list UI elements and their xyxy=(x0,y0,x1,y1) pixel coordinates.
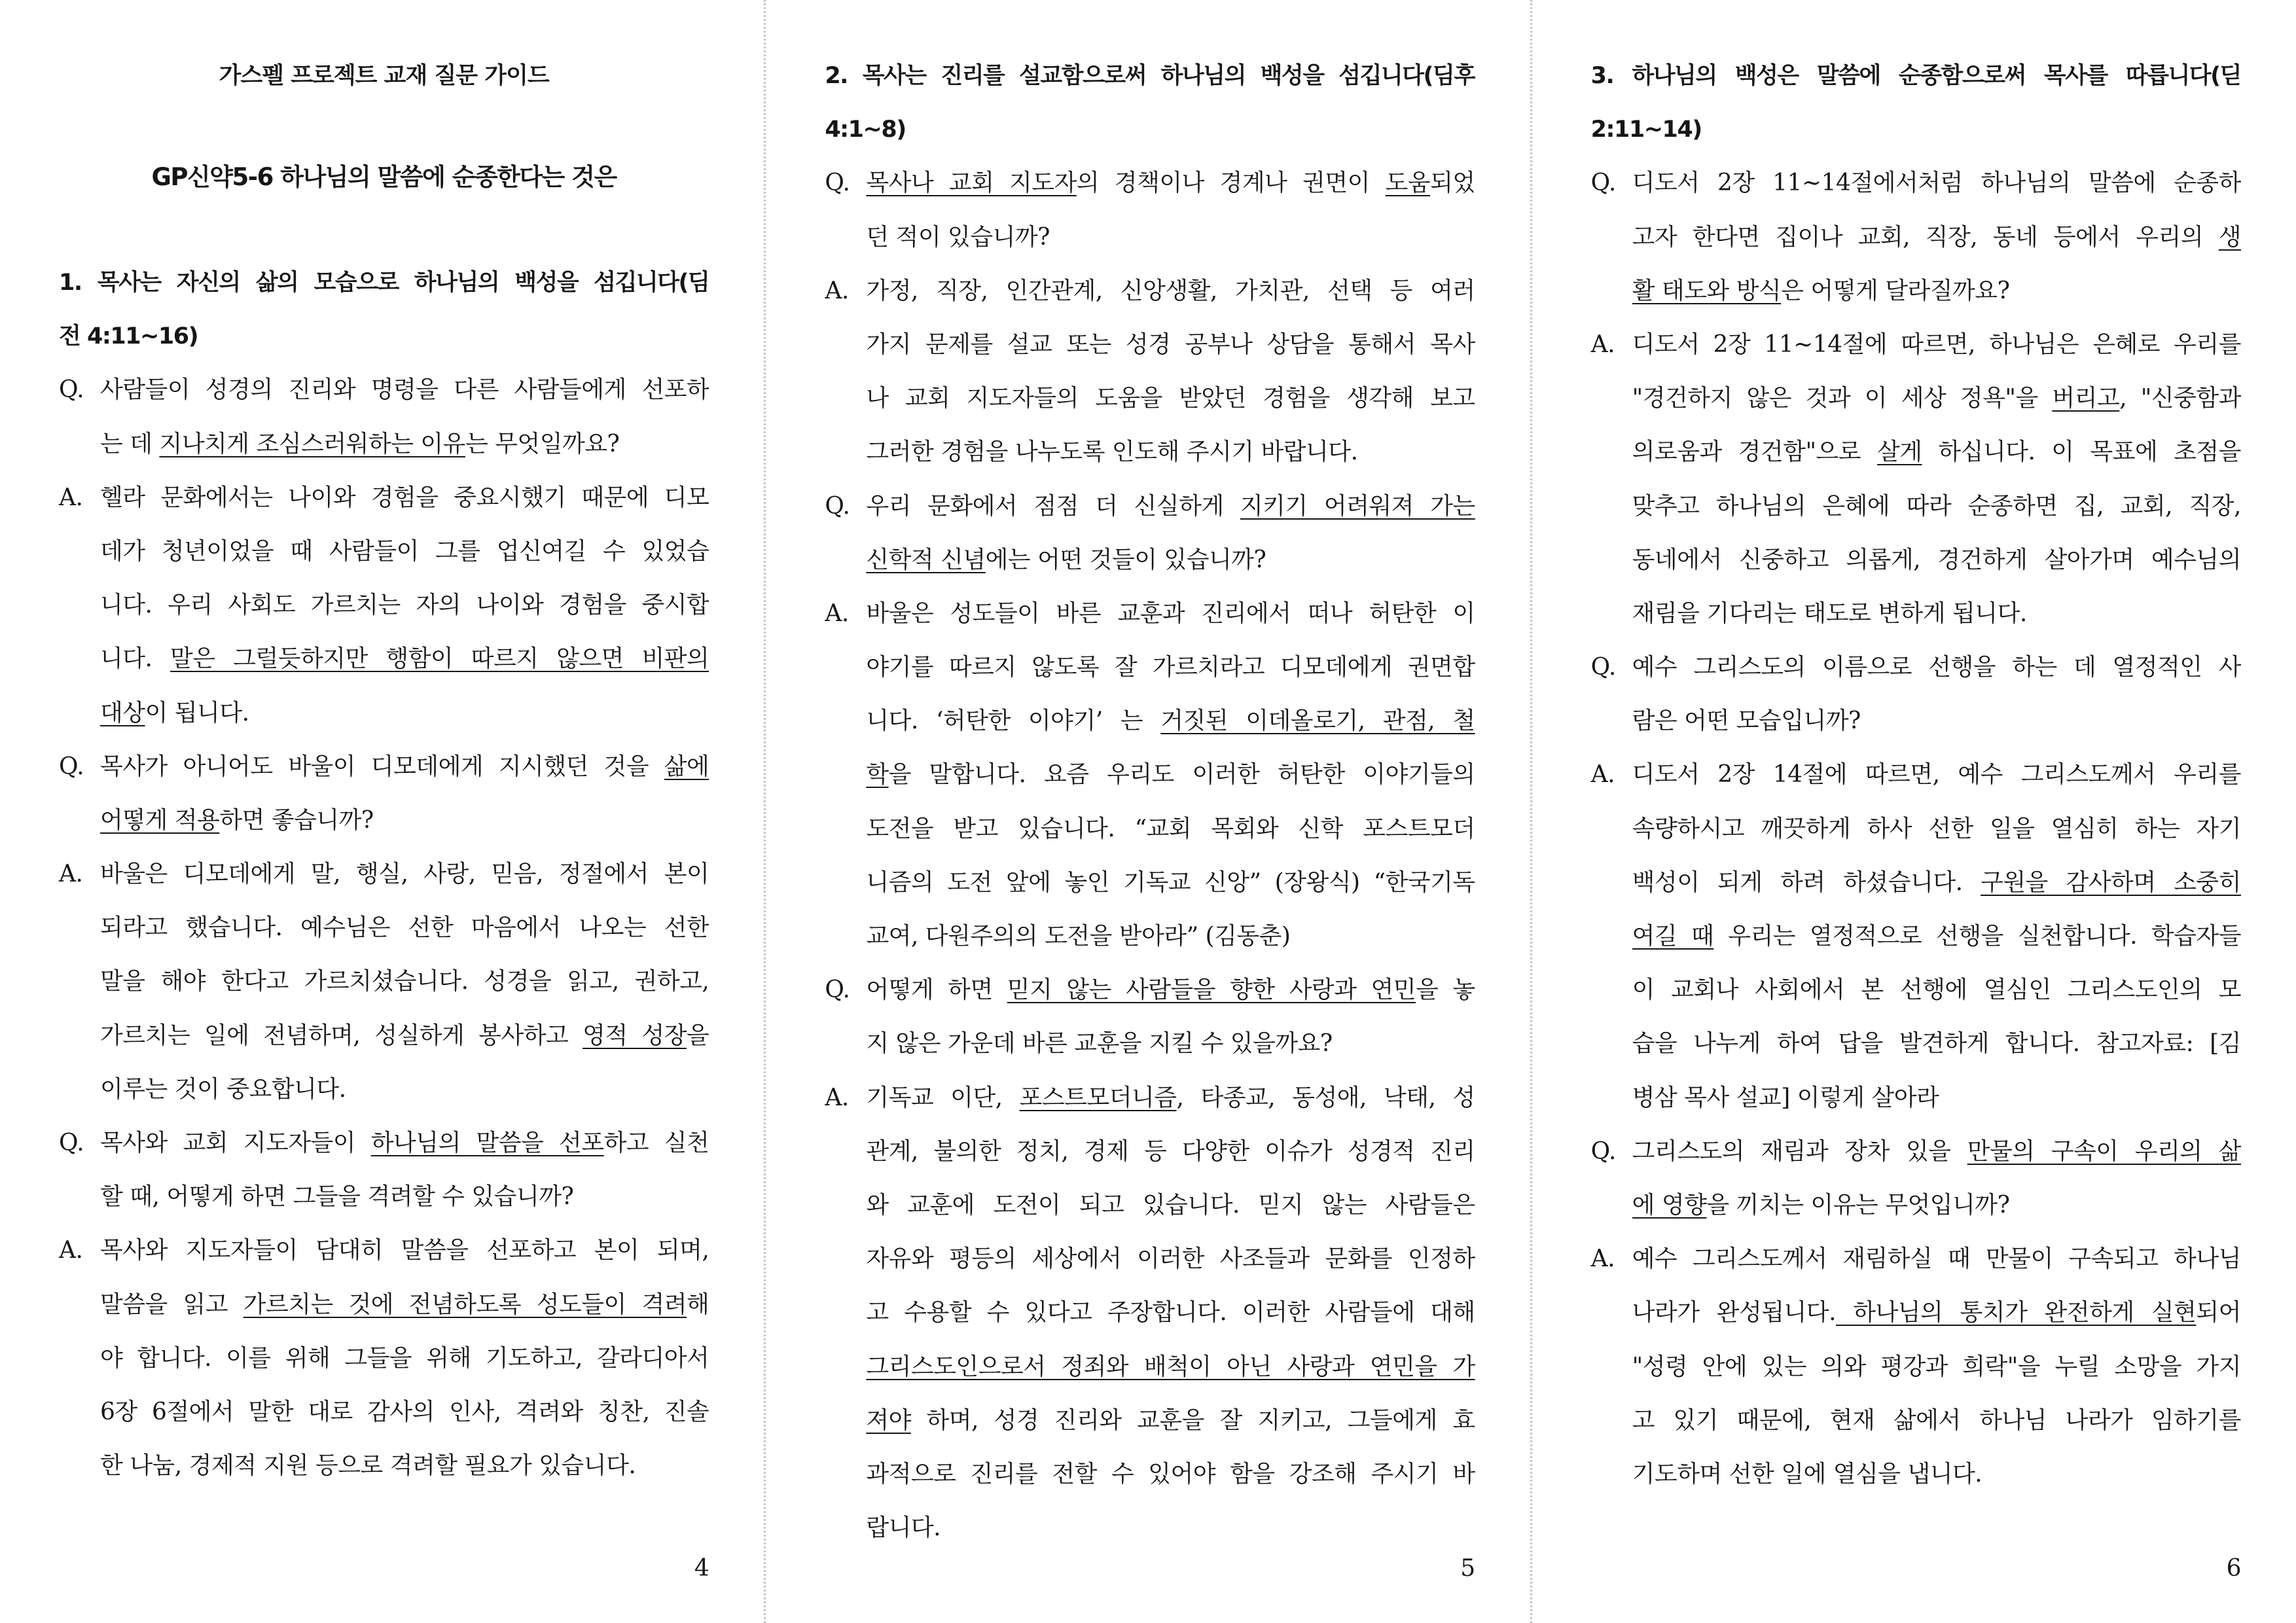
text-line xyxy=(100,794,709,847)
question-marker: Q. xyxy=(1590,169,1616,197)
question-marker: Q. xyxy=(825,169,850,197)
text-segment: 목사가 아니어도 바울이 디모데에게 지시했던 것을 xyxy=(100,753,664,780)
underlined-text: 신학적 신념 xyxy=(866,546,986,573)
text-segment: 우리 문화에서 점점 더 신실하게 xyxy=(866,492,1240,520)
text-line xyxy=(100,1224,709,1277)
underlined-text: 지키기 어려워져 가는 xyxy=(1240,492,1475,520)
text-line xyxy=(100,687,709,740)
text-segment: 하고 실천 xyxy=(603,1130,709,1156)
text-segment: 지 않은 가운데 바른 교훈을 지킬 수 있을까요? xyxy=(866,1030,1333,1058)
text-segment: 그리스도의 재림과 장차 있을 xyxy=(1632,1137,1967,1165)
answer-paragraph xyxy=(59,847,709,1116)
text-segment: 는 무엇일까요? xyxy=(465,430,620,457)
text-segment: 속량하시고 깨끗하게 하사 선한 일을 열심히 하는 자기 xyxy=(1632,815,2241,842)
underlined-text: 거짓된 이데올로기, 관점, 철 xyxy=(1160,707,1475,735)
text-segment: 디도서 2장 14절에 따르면, 예수 그리스도께서 우리를 xyxy=(1632,761,2241,789)
underlined-text: 생 xyxy=(2218,223,2241,251)
text-segment: 6장 6절에서 말한 대로 감사의 인사, 격려와 칭찬, 진솔 xyxy=(100,1398,709,1425)
answer-marker: A. xyxy=(59,861,83,888)
text-line xyxy=(866,1448,1475,1501)
text-line xyxy=(866,694,1475,748)
text-line xyxy=(1632,1340,2241,1394)
text-line xyxy=(866,1394,1475,1448)
text-line xyxy=(1632,1232,2241,1286)
text-segment: 람은 어떤 모습입니까? xyxy=(1632,707,1861,735)
text-line xyxy=(1632,318,2241,372)
text-segment: 랍니다. xyxy=(866,1514,941,1542)
text-segment: 의 경책이나 경계나 권면이 xyxy=(1076,169,1386,197)
answer-paragraph xyxy=(1591,318,2241,641)
text-segment: 고자 한다면 집이나 교회, 직장, 동네 등에서 우리의 xyxy=(1632,223,2219,251)
question-paragraph xyxy=(59,740,709,847)
underlined-text: 버리고 xyxy=(2052,385,2120,412)
question-paragraph xyxy=(825,963,1475,1071)
text-line xyxy=(866,910,1475,963)
text-segment: 의로움과 경건함"으로 xyxy=(1632,438,1877,466)
text-segment: 을 말합니다. 요즘 우리도 이러한 허탄한 이야기들의 xyxy=(888,761,1475,789)
text-segment: 기독교 이단, xyxy=(866,1084,1020,1111)
text-segment: 우리는 열정적으로 선행을 실천합니다. 학습자들 xyxy=(1713,923,2241,950)
text-segment: 하십니다. 이 목표에 초점을 xyxy=(1922,438,2241,466)
underlined-text: 목사나 교회 지도자 xyxy=(866,169,1077,197)
underlined-text: 믿지 않는 사람들을 향한 사랑과 연민 xyxy=(1007,976,1416,1004)
answer-paragraph xyxy=(59,471,709,740)
text-line xyxy=(100,1009,709,1063)
question-marker: Q. xyxy=(825,492,850,520)
text-segment: 교여, 다원주의의 도전을 받아라” (김동춘) xyxy=(866,923,1291,950)
question-marker: Q. xyxy=(59,1130,84,1156)
text-segment: 야기를 따르지 않도록 잘 가르치라고 디모데에게 권면합 xyxy=(866,654,1475,681)
text-segment: 1. 목사는 자신의 삶의 모습으로 하나님의 백성을 섬깁니다(딤 xyxy=(59,270,709,296)
underlined-text: 활 태도와 방식 xyxy=(1632,277,1782,304)
text-line xyxy=(866,748,1475,802)
underlined-text: 어떻게 적용 xyxy=(100,806,220,834)
text-segment: 바울은 디모데에게 말, 행실, 사랑, 믿음, 정절에서 본이 xyxy=(100,861,709,888)
text-line xyxy=(1632,211,2241,264)
text-segment: 헬라 문화에서는 나이와 경험을 중요시했기 때문에 디모 xyxy=(100,484,709,511)
text-segment: 이루는 것이 중요합니다. xyxy=(100,1075,346,1103)
text-segment: 예수 그리스도의 이름으로 선행을 하는 데 열정적인 사 xyxy=(1632,654,2241,681)
underlined-text: 영적 성장 xyxy=(583,1022,687,1049)
text-line xyxy=(1632,156,2241,210)
answer-paragraph xyxy=(1591,748,2241,1124)
text-line xyxy=(100,1170,709,1224)
text-segment: 하면 좋습니까? xyxy=(219,806,374,834)
text-segment: 에는 어떤 것들이 있습니까? xyxy=(985,546,1266,573)
text-line xyxy=(866,1017,1475,1071)
text-line xyxy=(866,425,1475,479)
question-paragraph xyxy=(825,480,1475,587)
text-line xyxy=(1632,1286,2241,1340)
text-line xyxy=(100,1385,709,1439)
question-marker: Q. xyxy=(59,376,84,404)
text-line xyxy=(100,1439,709,1493)
text-line xyxy=(866,641,1475,694)
text-segment: 을 끼치는 이유는 무엇입니까? xyxy=(1706,1191,2010,1219)
text-line xyxy=(1632,480,2241,533)
text-segment: 은 어떻게 달라질까요? xyxy=(1781,277,2010,304)
text-segment: 2. 목사는 진리를 설교함으로써 하나님의 백성을 섬깁니다(딤후 xyxy=(825,63,1475,89)
text-segment: 되었 xyxy=(1430,169,1475,197)
text-line xyxy=(1632,694,2241,748)
underlined-text: 포스트모더니즘 xyxy=(1019,1084,1177,1111)
question-marker: Q. xyxy=(1590,1137,1616,1165)
text-segment: 재림을 기다리는 태도로 변하게 됩니다. xyxy=(1632,599,2027,627)
text-segment: 와 교훈에 도전이 되고 있습니다. 믿지 않는 사람들은 xyxy=(866,1191,1475,1219)
text-segment: 한 나눔, 경제적 지원 등으로 격려할 필요가 있습니다. xyxy=(100,1452,636,1480)
text-segment: 맞추고 하나님의 은혜에 따라 순종하면 집, 교회, 직장, xyxy=(1632,492,2241,520)
page-number: 6 xyxy=(2226,1555,2241,1582)
question-marker: Q. xyxy=(59,753,84,780)
text-line xyxy=(1632,372,2241,425)
text-line xyxy=(1632,748,2241,802)
text-line xyxy=(1632,1071,2241,1125)
text-segment: 관계, 불의한 정치, 경제 등 다양한 이슈가 성경적 진리 xyxy=(866,1137,1475,1165)
question-marker: Q. xyxy=(825,976,850,1004)
underlined-text: 살게 xyxy=(1876,438,1922,466)
underlined-text: 도움 xyxy=(1385,169,1431,197)
page-6 xyxy=(1530,0,2296,1623)
heading-line xyxy=(825,49,1475,103)
answer-paragraph xyxy=(59,1224,709,1493)
question-paragraph xyxy=(59,363,709,471)
text-line xyxy=(866,211,1475,264)
text-line xyxy=(1632,1179,2241,1232)
underlined-text: 하나님의 말씀을 선포 xyxy=(370,1130,604,1156)
text-line xyxy=(1632,856,2241,910)
text-line xyxy=(866,1286,1475,1340)
page-number: 4 xyxy=(694,1555,709,1582)
text-segment: , 타종교, 동성애, 낙태, 성 xyxy=(1176,1084,1475,1111)
text-segment: 예수 그리스도께서 재림하실 때 만물이 구속되고 하나님 xyxy=(1632,1245,2241,1273)
text-line xyxy=(866,963,1475,1017)
text-line xyxy=(1632,1448,2241,1501)
text-line xyxy=(100,418,709,471)
text-line xyxy=(866,587,1475,641)
text-segment: "경건하지 않은 것과 이 세상 정욕"을 xyxy=(1632,385,2053,412)
text-segment: 디도서 2장 11~14절에 따르면, 하나님은 은혜로 우리를 xyxy=(1632,330,2241,358)
question-paragraph xyxy=(1591,156,2241,318)
text-segment: 니다. 우리 사회도 가르치는 자의 나이와 경험을 중시합 xyxy=(100,592,709,619)
heading-line xyxy=(1591,49,2241,103)
text-segment: 자유와 평등의 세상에서 이러한 사조들과 문화를 인정하 xyxy=(866,1245,1475,1273)
text-segment: 니다. xyxy=(100,645,171,673)
text-segment: 고 수용할 수 있다고 주장합니다. 이러한 사람들에 대해 xyxy=(866,1299,1475,1327)
question-paragraph xyxy=(825,156,1475,264)
question-paragraph xyxy=(1591,641,2241,748)
text-segment: 을 놓 xyxy=(1416,976,1475,1004)
underlined-text: 구원을 감사하며 소중히 xyxy=(1981,868,2241,896)
text-segment: 데가 청년이었을 때 사람들이 그를 업신여길 수 있었습 xyxy=(100,537,709,565)
text-segment: 가르치는 일에 전념하며, 성실하게 봉사하고 xyxy=(100,1022,583,1049)
underlined-text: 에 영향 xyxy=(1632,1191,1707,1219)
text-line xyxy=(866,372,1475,425)
text-line xyxy=(866,1232,1475,1286)
text-line xyxy=(1632,587,2241,641)
text-segment: 을 xyxy=(687,1022,709,1049)
underlined-text: 학 xyxy=(866,761,889,789)
answer-marker: A. xyxy=(59,1237,83,1264)
text-line xyxy=(866,1071,1475,1125)
text-segment: 목사와 지도자들이 담대히 말씀을 선포하고 본이 되며, xyxy=(100,1237,709,1264)
text-line xyxy=(866,1501,1475,1555)
text-segment: 하며, 성경 진리와 교훈을 잘 지키고, 그들에게 효 xyxy=(910,1406,1475,1434)
text-segment: 바울은 성도들이 바른 교훈과 진리에서 떠나 허탄한 이 xyxy=(866,599,1475,627)
text-segment: 야 합니다. 이를 위해 그들을 위해 기도하고, 갈라디아서 xyxy=(100,1344,709,1372)
text-line xyxy=(1632,425,2241,479)
text-segment: 말을 해야 한다고 가르치셨습니다. 성경을 읽고, 권하고, xyxy=(100,968,709,995)
text-segment: 니다. ‘허탄한 이야기’ 는 xyxy=(866,707,1161,735)
page-4 xyxy=(0,0,764,1623)
text-segment: 고 있기 때문에, 현재 삶에서 하나님 나라가 임하기를 xyxy=(1632,1406,2241,1434)
answer-marker: A. xyxy=(825,599,849,627)
underlined-text: 삶에 xyxy=(664,753,709,780)
answer-paragraph xyxy=(1591,1232,2241,1501)
text-segment: 해 xyxy=(687,1291,709,1318)
text-line xyxy=(866,1340,1475,1394)
page-body xyxy=(1591,49,2241,1501)
text-line xyxy=(100,1063,709,1116)
text-segment: 동네에서 신중하고 의롭게, 경건하게 살아가며 예수님의 xyxy=(1632,546,2241,573)
underlined-text: 여길 때 xyxy=(1632,923,1714,950)
text-segment: 할 때, 어떻게 하면 그들을 격려할 수 있습니까? xyxy=(100,1183,574,1211)
text-line xyxy=(100,847,709,901)
text-line xyxy=(100,1116,709,1170)
underlined-text: 대상 xyxy=(100,699,145,726)
text-line xyxy=(866,1179,1475,1232)
text-segment: , "신중함과 xyxy=(2119,385,2241,412)
text-segment: 가지 문제를 설교 또는 성경 공부나 상담을 통해서 목사 xyxy=(866,330,1475,358)
text-line xyxy=(1632,533,2241,587)
text-segment: 도전을 받고 있습니다. “교회 목회와 신학 포스트모더 xyxy=(866,815,1475,842)
answer-marker: A. xyxy=(1590,1245,1615,1273)
text-segment: 니즘의 도전 앞에 놓인 기독교 신앙” (장왕식) “한국기독 xyxy=(866,868,1475,896)
text-line xyxy=(1632,910,2241,963)
text-line xyxy=(100,1332,709,1385)
text-segment: 어떻게 하면 xyxy=(866,976,1007,1004)
text-line xyxy=(866,533,1475,587)
lesson-title: GP신약5-6 하나님의 말씀에 순종한다는 것은 xyxy=(151,163,617,191)
answer-paragraph xyxy=(825,1071,1475,1556)
answer-marker: A. xyxy=(1590,761,1615,789)
text-line xyxy=(866,156,1475,210)
text-segment: 되어 xyxy=(2196,1299,2241,1327)
page-number: 5 xyxy=(1460,1555,1475,1582)
heading-line xyxy=(1591,103,2241,156)
text-line xyxy=(100,471,709,525)
answer-paragraph xyxy=(825,587,1475,963)
page-5 xyxy=(764,0,1530,1623)
heading-line xyxy=(59,256,709,310)
underlined-text: 말은 그럴듯하지만 행함이 따르지 않으면 비판의 xyxy=(170,645,709,673)
text-segment: 2:11~14) xyxy=(1590,116,1702,143)
text-segment: 백성이 되게 하려 하셨습니다. xyxy=(1632,868,1981,896)
text-segment: 이 교회나 사회에서 본 선행에 열심인 그리스도인의 모 xyxy=(1632,976,2241,1004)
text-segment: 나라가 완성됩니다. xyxy=(1632,1299,1837,1327)
text-segment: 던 적이 있습니까? xyxy=(866,223,1050,251)
text-segment: 전 4:11~16) xyxy=(59,323,198,350)
text-line xyxy=(1632,963,2241,1017)
answer-marker: A. xyxy=(59,484,83,511)
text-line xyxy=(100,1278,709,1332)
answer-marker: A. xyxy=(1590,330,1615,358)
answer-paragraph xyxy=(825,264,1475,480)
text-line xyxy=(1632,802,2241,856)
text-line xyxy=(1632,264,2241,318)
text-line xyxy=(100,955,709,1008)
text-line xyxy=(1632,1017,2241,1071)
answer-marker: A. xyxy=(825,1084,849,1111)
text-segment: 3. 하나님의 백성은 말씀에 순종함으로써 목사를 따릅니다(딛 xyxy=(1590,63,2241,89)
answer-marker: A. xyxy=(825,277,849,304)
text-line xyxy=(100,525,709,579)
text-segment: 디도서 2장 11~14절에서처럼 하나님의 말씀에 순종하 xyxy=(1632,169,2241,197)
text-segment: 과적으로 진리를 전할 수 있어야 함을 강조해 주시기 바 xyxy=(866,1460,1475,1488)
text-segment: 나 교회 지도자들의 도움을 받았던 경험을 생각해 보고 xyxy=(866,385,1475,412)
text-segment: 는 데 xyxy=(100,430,160,457)
text-segment: 병삼 목사 설교] 이렇게 살아라 xyxy=(1632,1084,1939,1111)
text-line xyxy=(866,318,1475,372)
text-segment: "성령 안에 있는 의와 평강과 희락"을 누릴 소망을 가지 xyxy=(1632,1353,2241,1380)
underlined-text: 가르치는 것에 전념하도록 성도들이 격려 xyxy=(243,1291,687,1318)
text-line xyxy=(1632,641,2241,694)
section-heading xyxy=(1591,49,2241,156)
page-body xyxy=(825,49,1475,1555)
text-line xyxy=(1632,1394,2241,1448)
text-segment: 목사와 교회 지도자들이 xyxy=(100,1130,371,1156)
underlined-text: 지나치게 조심스러워하는 이유 xyxy=(159,430,465,457)
text-line xyxy=(866,480,1475,533)
heading-line xyxy=(825,103,1475,156)
underlined-text: 져야 xyxy=(866,1406,911,1434)
text-line xyxy=(100,579,709,632)
text-segment: 되라고 했습니다. 예수님은 선한 마음에서 나오는 선한 xyxy=(100,914,709,942)
text-segment: 사람들이 성경의 진리와 명령을 다른 사람들에게 선포하 xyxy=(100,376,709,404)
underlined-text: 만물의 구속이 우리의 삶 xyxy=(1967,1137,2241,1165)
section-heading xyxy=(59,256,709,363)
text-line xyxy=(1632,1125,2241,1179)
text-segment: 말씀을 읽고 xyxy=(100,1291,243,1318)
text-line xyxy=(100,740,709,794)
document-title: 가스펠 프로젝트 교재 질문 가이드 xyxy=(219,63,549,89)
heading-line xyxy=(59,310,709,363)
text-segment: 습을 나누게 하여 답을 발견하게 합니다. 참고자료: [김 xyxy=(1632,1030,2241,1058)
question-marker: Q. xyxy=(1590,654,1616,681)
text-line xyxy=(866,264,1475,318)
question-paragraph xyxy=(59,1116,709,1224)
text-segment: 4:1~8) xyxy=(825,116,906,143)
text-line xyxy=(866,802,1475,856)
text-segment: 가정, 직장, 인간관계, 신앙생활, 가치관, 선택 등 여러 xyxy=(866,277,1475,304)
question-paragraph xyxy=(1591,1125,2241,1232)
text-segment: 이 됩니다. xyxy=(145,699,249,726)
text-line xyxy=(866,856,1475,910)
section-heading xyxy=(825,49,1475,156)
text-segment: 그러한 경험을 나누도록 인도해 주시기 바랍니다. xyxy=(866,438,1358,466)
page-body xyxy=(59,256,709,1493)
underlined-text: 그리스도인으로서 정죄와 배척이 아닌 사랑과 연민을 가 xyxy=(866,1353,1475,1380)
text-line xyxy=(100,901,709,955)
text-line xyxy=(100,632,709,686)
text-line xyxy=(100,363,709,417)
text-line xyxy=(866,1125,1475,1179)
text-segment: 기도하며 선한 일에 열심을 냅니다. xyxy=(1632,1460,1982,1488)
underlined-text: 하나님의 통치가 완전하게 실현 xyxy=(1836,1299,2197,1327)
